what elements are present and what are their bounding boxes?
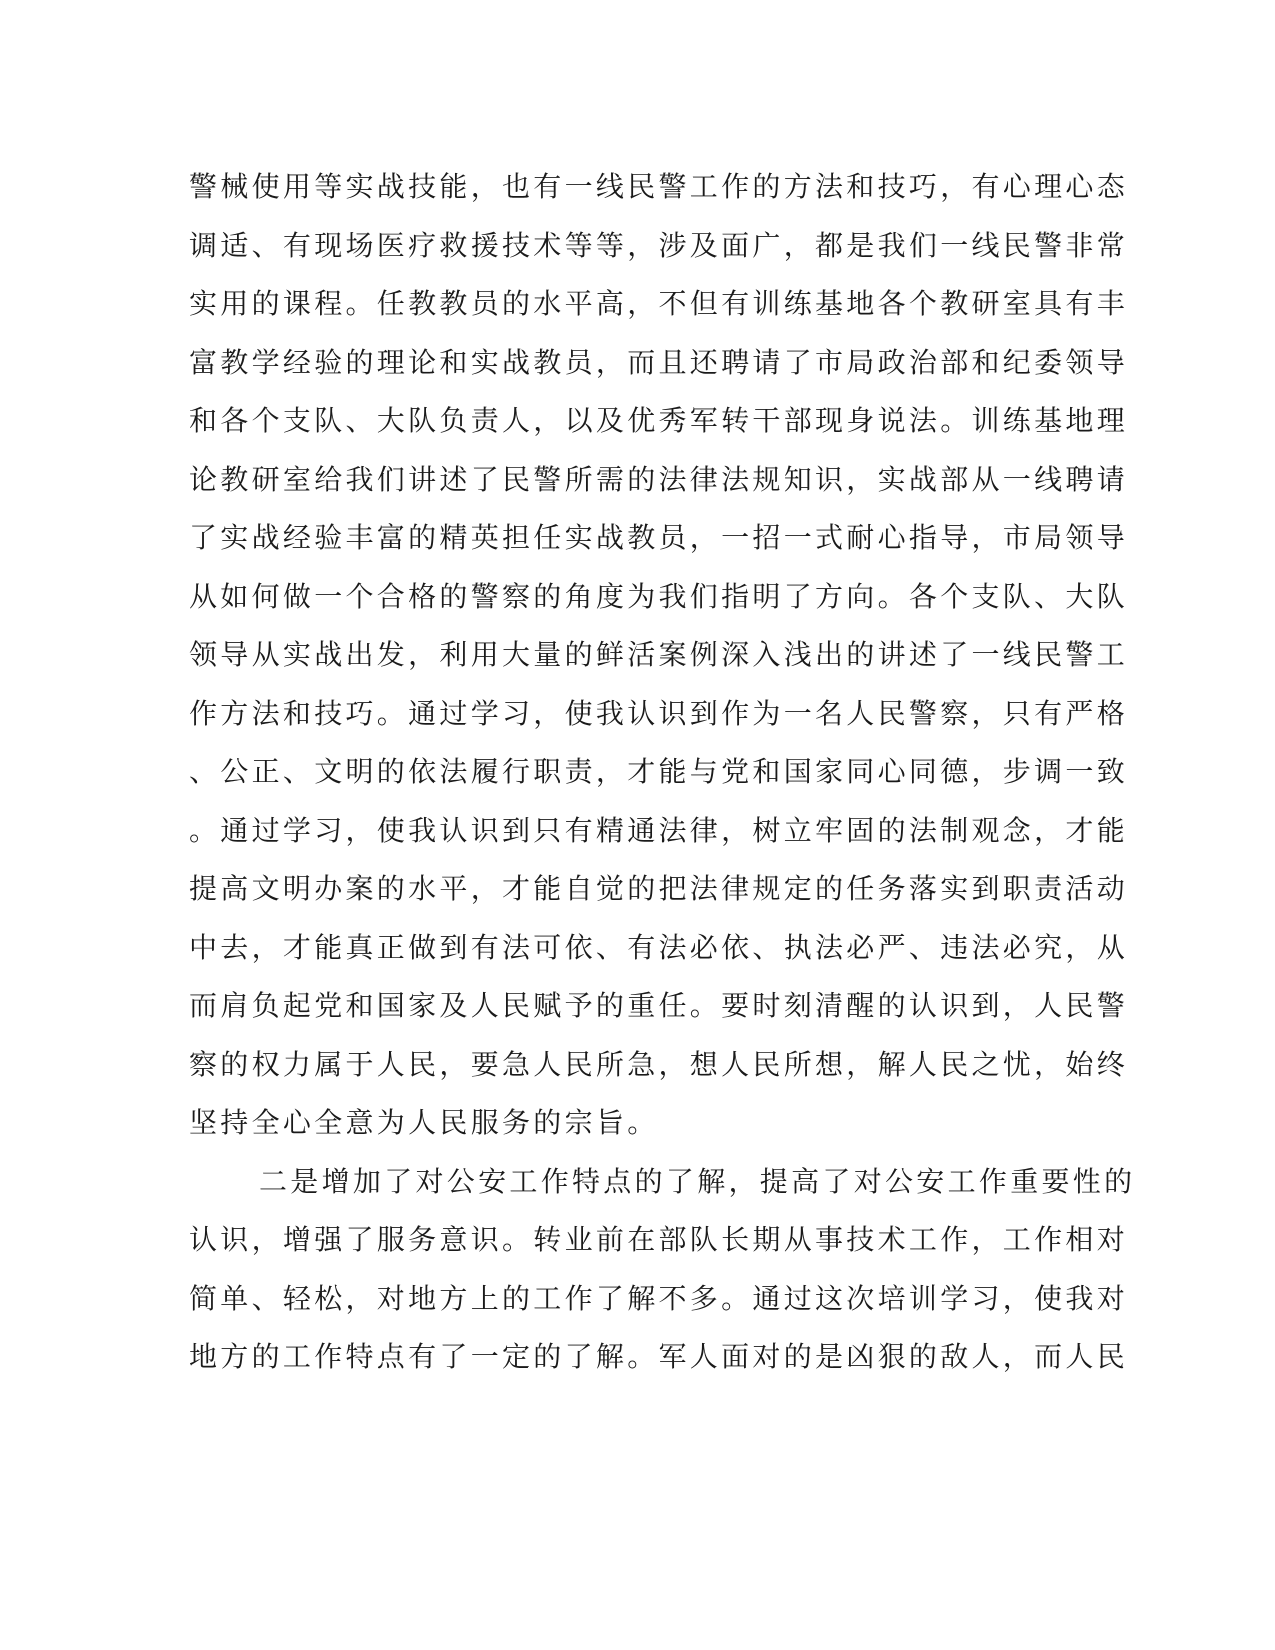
text-line: 简单、轻松，对地方上的工作了解不多。通过这次培训学习，使我对 — [189, 1281, 1129, 1315]
text-line: 作方法和技巧。通过学习，使我认识到作为一名人民警察，只有严格 — [189, 696, 1129, 730]
text-line: 而肩负起党和国家及人民赋予的重任。要时刻清醒的认识到，人民警 — [189, 989, 1129, 1022]
body-text — [189, 158, 1136, 1387]
text-line: 了实战经验丰富的精英担任实战教员，一招一式耐心指导，市局领导 — [189, 521, 1129, 554]
text-line: 警械使用等实战技能，也有一线民警工作的方法和技巧，有心理心态 — [189, 170, 1129, 203]
text-line: 。通过学习，使我认识到只有精通法律，树立牢固的法制观念，才能 — [189, 813, 1129, 847]
paragraph-start-line: 二是增加了对公安工作特点的了解，提高了对公安工作重要性的 — [259, 1164, 1136, 1198]
text-line: 调适、有现场医疗救援技术等等，涉及面广，都是我们一线民警非常 — [189, 228, 1129, 262]
text-line: 和各个支队、大队负责人，以及优秀军转干部现身说法。训练基地理 — [189, 404, 1129, 437]
text-line: 地方的工作特点有了一定的了解。军人面对的是凶狠的敌人，而人民 — [189, 1340, 1129, 1373]
text-line: 认识，增强了服务意识。转业前在部队长期从事技术工作，工作相对 — [189, 1223, 1129, 1256]
text-line: 察的权力属于人民，要急人民所急，想人民所想，解人民之忧，始终 — [189, 1047, 1129, 1081]
text-line: 实用的课程。任教教员的水平高，不但有训练基地各个教研室具有丰 — [189, 287, 1129, 320]
text-line: 从如何做一个合格的警察的角度为我们指明了方向。各个支队、大队 — [189, 579, 1129, 613]
text-line: 论教研室给我们讲述了民警所需的法律法规知识，实战部从一线聘请 — [189, 462, 1129, 496]
text-line: 富教学经验的理论和实战教员，而且还聘请了市局政治部和纪委领导 — [189, 345, 1129, 379]
text-line: 中去，才能真正做到有法可依、有法必依、执法必严、违法必究，从 — [189, 930, 1129, 964]
text-line: 领导从实战出发，利用大量的鲜活案例深入浅出的讲述了一线民警工 — [189, 638, 1129, 671]
text-line: 提高文明办案的水平，才能自觉的把法律规定的任务落实到职责活动 — [189, 872, 1129, 905]
text-line: 、公正、文明的依法履行职责，才能与党和国家同心同德，步调一致 — [189, 755, 1129, 788]
text-line: 坚持全心全意为人民服务的宗旨。 — [189, 1106, 659, 1139]
